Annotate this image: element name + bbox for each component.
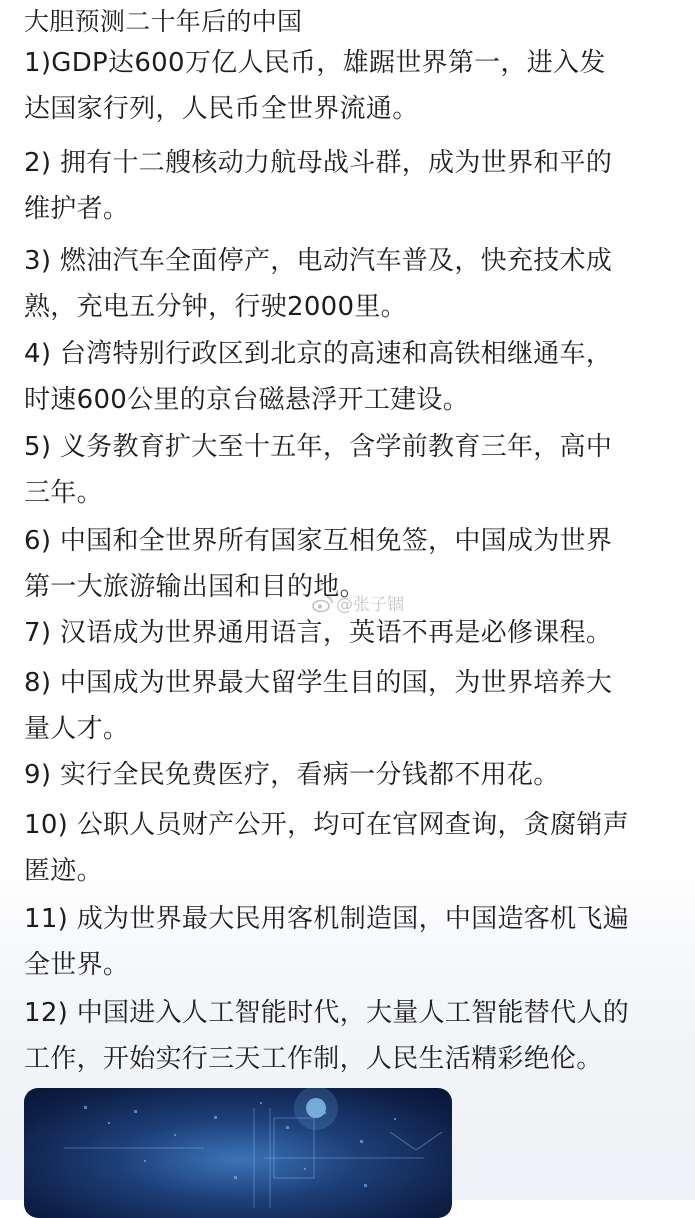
list-item (24, 896, 679, 988)
page-title: 大胆预测二十年后的中国 (24, 7, 303, 36)
item-text: 维护者。 (24, 194, 130, 224)
item-text: 三年。 (24, 478, 103, 508)
list-item (24, 610, 679, 656)
item-text: 熟，充电五分钟，行驶2000里。 (24, 292, 407, 322)
tech-background-graphic (24, 1088, 452, 1218)
item-text: 6) 中国和全世界所有国家互相免签，中国成为世界 (24, 526, 613, 556)
item-text: 工作，开始实行三天工作制，人民生活精彩绝伦。 (24, 1044, 603, 1074)
item-text: 达国家行列，人民币全世界流通。 (24, 94, 419, 124)
list-item (24, 238, 679, 330)
list-item (24, 802, 679, 894)
list-item (24, 331, 679, 423)
item-text: 第一大旅游输出国和目的地。 (24, 572, 366, 602)
list-item (24, 424, 679, 516)
item-text: 4) 台湾特别行政区到北京的高速和高铁相继通车， (24, 339, 613, 369)
item-text: 11) 成为世界最大民用客机制造国，中国造客机飞遍 (24, 904, 629, 934)
item-text: 10) 公职人员财产公开，均可在官网查询，贪腐销声 (24, 810, 629, 840)
watermark-text: @张子锢 (336, 595, 404, 615)
item-text: 9) 实行全民免费医疗，看病一分钱都不用花。 (24, 760, 560, 790)
item-text: 7) 汉语成为世界通用语言，英语不再是必修课程。 (24, 618, 613, 648)
list-item (24, 40, 679, 132)
list-item (24, 990, 679, 1082)
item-text: 全世界。 (24, 950, 130, 980)
item-text: 2) 拥有十二艘核动力航母战斗群，成为世界和平的 (24, 148, 613, 178)
item-text: 量人才。 (24, 714, 130, 744)
list-item (24, 752, 679, 798)
item-text: 3) 燃油汽车全面停产，电动汽车普及，快充技术成 (24, 246, 613, 276)
item-text: 5) 义务教育扩大至十五年，含学前教育三年，高中 (24, 432, 613, 462)
video-thumbnail[interactable] (24, 1088, 452, 1218)
item-text: 匿迹。 (24, 856, 103, 886)
item-text: 1)GDP达600万亿人民币，雄踞世界第一，进入发 (24, 48, 606, 78)
item-text: 时速600公里的京台磁悬浮开工建设。 (24, 385, 470, 415)
item-text: 8) 中国成为世界最大留学生目的国，为世界培养大 (24, 668, 613, 698)
list-item (24, 140, 679, 232)
item-text: 12) 中国进入人工智能时代，大量人工智能替代人的 (24, 998, 629, 1028)
list-item (24, 660, 679, 752)
